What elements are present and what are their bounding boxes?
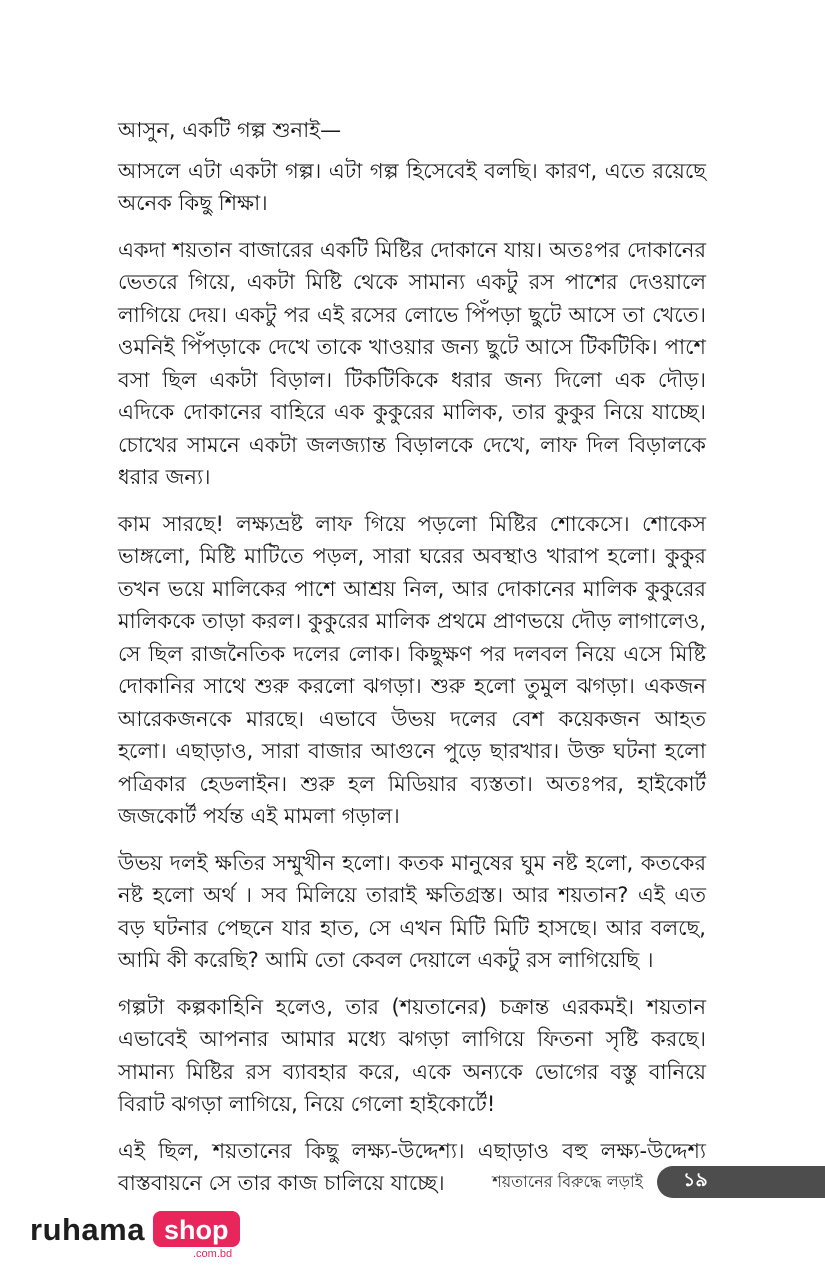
logo-shop-badge: shop xyxy=(153,1211,240,1247)
logo-domain-text: .com.bd xyxy=(193,1248,233,1260)
page-number-badge xyxy=(657,1166,825,1198)
running-title: শয়তানের বিরুদ্ধে লড়াই xyxy=(492,1171,643,1191)
paragraph: এই ছিল, শয়তানের কিছু লক্ষ্য-উদ্দেশ্য। এছাড়াও বহু লক্ষ্য-উদ্দেশ্য বাস্তবায়নে সে তার কাজ চালিয়ে যাচ্ছে। xyxy=(118,1138,706,1195)
page-number: ১৯ xyxy=(683,1169,708,1191)
paragraph: একদা শয়তান বাজারের একটি মিষ্টির দোকানে যায়। অতঃপর দোকানের ভেতরে গিয়ে, একটা মিষ্টি থেকে সামান্য একটু রস পাশের দেওয়ালে লাগিয়ে দেয়। একটু পর এই রসের লোভে পিঁপড়া ছুটে আসে তা খেতে। ওমনিই পিঁপড়াকে দেখে তাকে খাওয়ার জন্য ছুটে আসে টিকটিকি। পাশে বসা ছিল একটা বিড়াল। টিকটিকিকে ধরার জন্য দিলো এক দৌড়। এদিকে দোকানের বাহিরে এক কুকুরের মালিক, তার কুকুর নিয়ে যাচ্ছে। চোখের সামনে একটা জলজ্যান্ত বিড়ালকে দেখে, লাফ দিল বিড়ালকে ধরার জন্য। xyxy=(118,237,706,489)
ruhamashop-logo xyxy=(30,1211,240,1261)
paragraph: উভয় দলই ক্ষতির সম্মুখীন হলো। কতক মানুষের ঘুম নষ্ট হলো, কতকের নষ্ট হলো অর্থ । সব মিলিয়ে তারাই ক্ষতিগ্রস্ত। আর শয়তান? এই এত বড় ঘটনার পেছনে যার হাত, সে এখন মিটি মিটি হাসছে। আর বলছে, আমি কী করেছি? আমি তো কেবল দেয়ালে একটু রস লাগিয়েছি । xyxy=(118,850,706,972)
logo-brand-text: ruhama xyxy=(30,1212,145,1247)
paragraph: কাম সারছে! লক্ষ্যভ্রষ্ট লাফ গিয়ে পড়লো মিষ্টির শোকেসে। শোকেস ভাঙ্গলো, মিষ্টি মাটিতে পড়ল, সারা ঘরের অবস্থাও খারাপ হলো। কুকুর তখন ভয়ে মালিকের পাশে আশ্রয় নিল, আর দোকানের মালিক কুকুরের মালিককে তাড়া করল। কুকুরের মালিক প্রথমে প্রাণভয়ে দৌড় লাগালেও, সে ছিল রাজনৈতিক দলের লোক। কিছুক্ষণ পর দলবল নিয়ে এসে মিষ্টি দোকানির সাথে শুরু করলো ঝগড়া। শুরু হলো তুমুল ঝগড়া। একজন আরেকজনকে মারছে। এভাবে উভয় দলের বেশ কয়েকজন আহত হলো। এছাড়াও, সারা বাজার আগুনে পুড়ে ছারখার। উক্ত ঘটনা হলো পত্রিকার হেডলাইন। শুরু হল মিডিয়ার ব্যস্ততা। অতঃপর, হাইকোর্ট জজকোর্ট পর্যন্ত এই মামলা গড়াল। xyxy=(118,511,706,828)
intro-line: আসুন, একটি গল্প শুনাই— xyxy=(118,118,342,142)
paragraph: গল্পটা কল্পকাহিনি হলেও, তার (শয়তানের) চক্রান্ত এরকমই। শয়তান এভাবেই আপনার আমার মধ্যে ঝগড়া লাগিয়ে ফিতনা সৃষ্টি করছে। সামান্য মিষ্টির রস ব্যাবহার করে, একে অন্যকে ভোগের বস্তু বানিয়ে বিরাট ঝগড়া লাগিয়ে, নিয়ে গেলো হাইকোর্টে! xyxy=(118,994,706,1116)
page-body xyxy=(118,114,706,1200)
page-footer xyxy=(492,1166,825,1198)
paragraph: আসলে এটা একটা গল্প। এটা গল্প হিসেবেই বলছি। কারণ, এতে রয়েছে অনেক কিছু শিক্ষা। xyxy=(118,158,706,215)
